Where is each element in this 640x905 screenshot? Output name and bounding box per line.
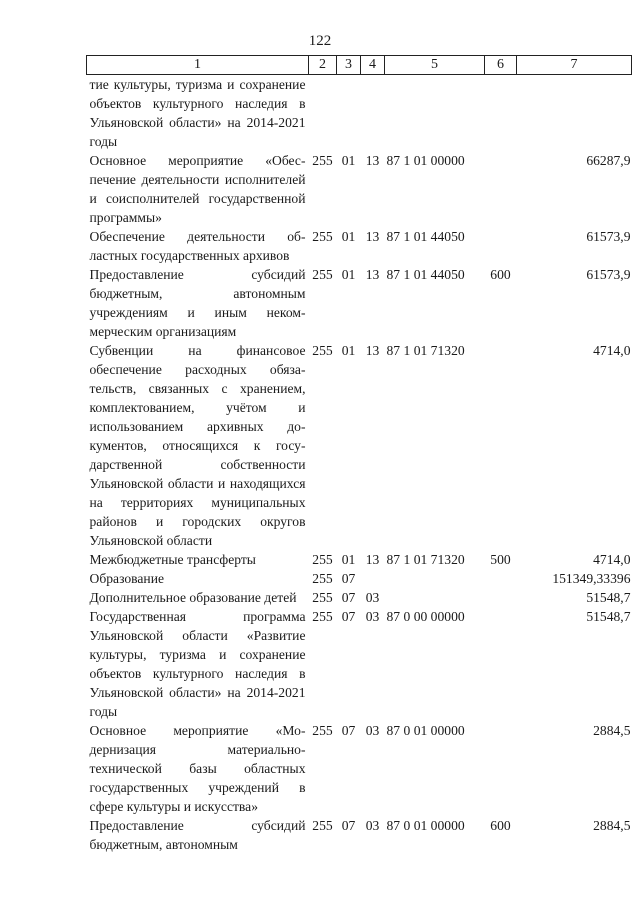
table-header: [87, 56, 632, 75]
column-header-7: 7: [517, 56, 632, 75]
row-code-4: 03: [365, 590, 380, 605]
row-name: Предоставление субсидий бюджетным, автономным: [89, 818, 306, 852]
row-code-5: [385, 75, 485, 152]
row-code-3: 07: [341, 818, 356, 833]
table-row: [87, 75, 632, 152]
row-amount: 51548,7: [586, 590, 631, 605]
table-row: [87, 341, 632, 550]
row-code-3: 01: [341, 343, 356, 358]
row-name: Государственная программа Ульяновской области «Развитие культуры, туризма и сохранение объектов культурного наследия в Ульяновской области» на 2014-2021 годы: [89, 609, 306, 719]
row-code-4: 13: [365, 229, 380, 244]
table-row: [87, 721, 632, 816]
row-code-2: 255: [312, 267, 333, 282]
table-row: [87, 550, 632, 569]
row-code-5: 87 1 01 44050: [386, 267, 465, 282]
row-code-2: 255: [312, 229, 333, 244]
row-name: Образование: [89, 571, 165, 586]
row-name: Межбюджетные трансферты: [89, 552, 256, 567]
row-code-4: 13: [365, 552, 380, 567]
row-code-2: 255: [312, 153, 333, 168]
row-amount: 4714,0: [593, 552, 631, 567]
header-row: [87, 56, 632, 75]
row-code-6: [485, 721, 517, 816]
row-code-6: [485, 75, 517, 152]
row-code-2: 255: [312, 552, 333, 567]
row-code-5: 87 1 01 71320: [386, 343, 465, 358]
row-amount: 2884,5: [593, 723, 631, 738]
row-code-2: 255: [312, 723, 333, 738]
row-name: Основное мероприятие «Обеспечение деятельности исполнителей и соисполнителей государственной программы»: [89, 153, 306, 225]
column-header-1: 1: [87, 56, 309, 75]
budget-table: [86, 55, 632, 854]
row-code-2: [309, 75, 337, 152]
row-code-5: 87 1 01 44050: [386, 229, 465, 244]
table-row: [87, 227, 632, 265]
row-code-4: [361, 75, 385, 152]
table-row: [87, 588, 632, 607]
row-amount: 2884,5: [593, 818, 631, 833]
row-code-5: 87 1 01 71320: [386, 552, 465, 567]
row-code-4: 13: [365, 343, 380, 358]
column-header-3: 3: [337, 56, 361, 75]
row-amount: 151349,33396: [552, 571, 631, 586]
table-row: [87, 816, 632, 854]
row-code-5: [385, 569, 485, 588]
row-code-6: [485, 227, 517, 265]
row-code-5: 87 0 01 00000: [386, 818, 465, 833]
row-amount: 66287,9: [586, 153, 631, 168]
row-code-6: 500: [490, 552, 511, 567]
table-body: [87, 75, 632, 855]
row-code-5: [385, 588, 485, 607]
row-name: Обеспечение деятельности областных государственных архивов: [89, 229, 306, 263]
page-number: 122: [308, 33, 332, 49]
table-row: [87, 265, 632, 341]
row-code-4: 13: [365, 153, 380, 168]
row-code-2: 255: [312, 818, 333, 833]
row-code-2: 255: [312, 590, 333, 605]
table-row: [87, 151, 632, 227]
column-header-6: 6: [485, 56, 517, 75]
column-header-5: 5: [385, 56, 485, 75]
row-code-5: 87 0 00 00000: [386, 609, 465, 624]
row-name: Предоставление субсидий бюджетным, автономным учреждениям и иным некоммерческим организациям: [89, 267, 306, 339]
row-code-6: [485, 341, 517, 550]
row-code-3: 07: [341, 590, 356, 605]
column-header-2: 2: [309, 56, 337, 75]
row-code-3: 01: [341, 153, 356, 168]
row-code-6: [485, 607, 517, 721]
row-code-4: [361, 569, 385, 588]
column-header-4: 4: [361, 56, 385, 75]
row-code-3: 07: [341, 571, 356, 586]
row-amount: [517, 75, 632, 152]
row-code-3: 01: [341, 552, 356, 567]
row-code-3: 07: [341, 723, 356, 738]
row-name: Основное мероприятие «Модернизация материально-технической базы областных государственных учреждений в сфере культуры и искусства»: [89, 723, 306, 814]
table-row: [87, 569, 632, 588]
row-name: Дополнительное образование детей: [89, 590, 297, 605]
row-code-3: 07: [341, 609, 356, 624]
row-code-5: 87 0 01 00000: [386, 723, 465, 738]
row-code-6: 600: [490, 818, 511, 833]
row-code-6: 600: [490, 267, 511, 282]
row-amount: 4714,0: [593, 343, 631, 358]
row-code-4: 03: [365, 723, 380, 738]
row-code-3: [337, 75, 361, 152]
table-row: [87, 607, 632, 721]
row-code-4: 13: [365, 267, 380, 282]
row-code-6: [485, 151, 517, 227]
row-code-6: [485, 588, 517, 607]
row-code-4: 03: [365, 818, 380, 833]
row-code-5: 87 1 01 00000: [386, 153, 465, 168]
row-amount: 61573,9: [586, 267, 631, 282]
row-code-2: 255: [312, 343, 333, 358]
row-code-3: 01: [341, 267, 356, 282]
row-amount: 61573,9: [586, 229, 631, 244]
row-name: тие культуры, туризма и сохранение объектов культурного наследия в Ульяновской области» на 2014-2021 годы: [89, 77, 306, 149]
row-code-2: 255: [312, 609, 333, 624]
row-code-6: [485, 569, 517, 588]
row-code-4: 03: [365, 609, 380, 624]
row-code-2: 255: [312, 571, 333, 586]
row-code-3: 01: [341, 229, 356, 244]
row-name: Субвенции на финансовое обеспечение расходных обязательств, связанных с хранением, комплектованием, учётом и использованием архивных документов, относящихся к государственной собственности Ульяновской области и находящихся на территориях муниципальных районов и городских округов Ульяновской области: [89, 343, 306, 548]
row-amount: 51548,7: [586, 609, 631, 624]
